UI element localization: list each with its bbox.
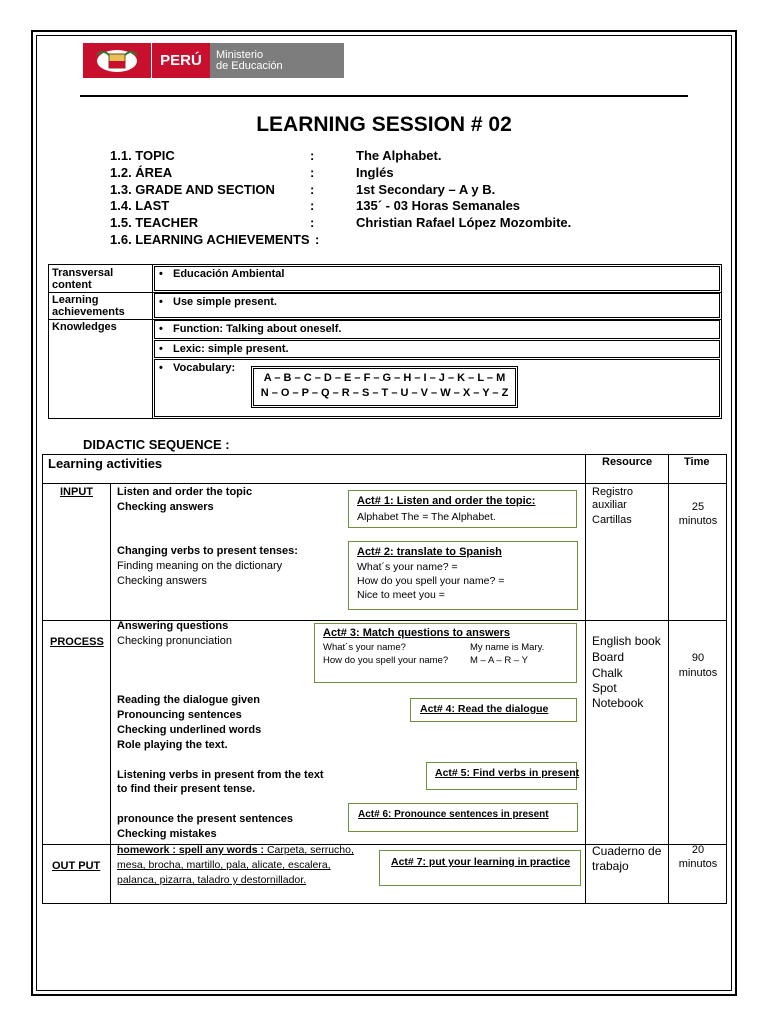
process-activity: pronounce the present sentences [117, 813, 294, 825]
transversal-label: Transversal content [52, 267, 114, 291]
input-label: INPUT [60, 486, 93, 498]
function-text: Function: Talking about oneself. [173, 323, 342, 335]
act2-line: Nice to meet you = [357, 589, 445, 601]
achievements-value: Use simple present. [173, 296, 277, 308]
info-colon: : [310, 181, 315, 197]
process-activity: Checking pronunciation [117, 635, 232, 647]
process-activity: Reading the dialogue given [117, 694, 261, 706]
bullet: • [159, 362, 163, 374]
info-label: 1.4. LAST [110, 198, 170, 214]
process-activity: Checking mistakes [117, 828, 217, 840]
ministry-logo [83, 43, 344, 78]
act2-title: Act# 2: translate to Spanish [357, 546, 502, 558]
homework-line-1 [117, 843, 354, 858]
info-label: 1.5. TEACHER [110, 215, 199, 231]
transversal-value: Educación Ambiental [173, 268, 285, 280]
input-resource: Cartillas [592, 514, 632, 526]
input-time: 25 [691, 501, 705, 513]
input-activity: Changing verbs to present tenses: [117, 545, 298, 557]
input-resource: auxiliar [592, 499, 627, 511]
process-activity: Role playing the text. [117, 739, 228, 751]
act2-box [348, 541, 578, 610]
act4-title: Act# 4: Read the dialogue [420, 703, 549, 715]
process-activity: Pronouncing sentences [117, 709, 242, 721]
logo-ministry-line2: de Educación [216, 60, 283, 72]
info-label: 1.6. LEARNING ACHIEVEMENTS [110, 231, 310, 247]
act6-box [348, 803, 578, 832]
lexic-text: Lexic: simple present. [173, 343, 289, 355]
input-activity: Checking answers [117, 575, 207, 587]
homework-prefix: homework : spell any words : [117, 844, 265, 856]
act6-title: Act# 6: Pronounce sentences in present [358, 809, 549, 820]
bullet: • [159, 323, 163, 335]
homework-line-3: palanca, pizarra, taladro y destornillador. [117, 874, 307, 886]
info-colon: : [310, 164, 315, 180]
input-activity: Listen and order the topic [117, 486, 253, 498]
act4-box [410, 698, 577, 722]
output-resource: trabajo [592, 859, 629, 873]
act5-box [426, 762, 580, 790]
info-colon: : [310, 148, 315, 163]
act2-line: How do you spell your name? = [357, 575, 505, 587]
act3-answer: My name is Mary. [470, 642, 545, 653]
sequence-rule [42, 483, 727, 484]
alphabet-box [251, 366, 518, 408]
info-value: 135´ - 03 Horas Semanales [356, 198, 521, 214]
content-table-divider [152, 264, 153, 419]
info-colon: : [315, 231, 320, 247]
process-resource: Notebook [592, 696, 644, 710]
process-label: PROCESS [50, 636, 104, 648]
header-divider [80, 95, 688, 97]
page-title: LEARNING SESSION # 02 [256, 113, 512, 136]
info-label: 1.3. GRADE AND SECTION [110, 181, 275, 197]
act3-question: How do you spell your name? [323, 655, 449, 666]
info-colon: : [310, 215, 315, 231]
output-time: 20 [691, 844, 705, 856]
input-resource: Registro [592, 486, 633, 498]
act3-title: Act# 3: Match questions to answers [323, 627, 511, 639]
coat-of-arms-icon [83, 43, 151, 78]
process-activity: to find their present tense. [117, 783, 256, 795]
alphabet-line-1: A – B – C – D – E – F – G – H – I – J – K – L – M [263, 372, 506, 384]
process-time: 90 [691, 652, 705, 664]
logo-ministry-line1: Ministerio [216, 49, 264, 61]
knowledges-label: Knowledges [52, 321, 117, 333]
info-label: 1.1. TOPIC [110, 148, 175, 163]
homework-line-2: mesa, brocha, martillo, pala, alicate, escalera, [117, 859, 331, 871]
process-resource: Board [592, 650, 625, 664]
process-resource: Spot [592, 681, 617, 695]
header-resource: Resource [602, 456, 653, 468]
output-label: OUT PUT [52, 860, 101, 872]
info-colon: : [310, 198, 315, 214]
input-activity: Finding meaning on the dictionary [117, 560, 283, 572]
output-time-unit: minutos [678, 858, 718, 870]
header-activities: Learning activities [48, 456, 163, 471]
alphabet-line-2: N – O – P – Q – R – S – T – U – V – W – X – Y – Z [260, 387, 509, 399]
input-activity: Checking answers [117, 501, 214, 513]
logo-ministry-text [210, 43, 344, 78]
info-label: 1.2. ÁREA [110, 164, 173, 180]
process-activity: Listening verbs in present from the text [117, 769, 324, 781]
act7-title: Act# 7: put your learning in practice [391, 856, 571, 868]
act1-title: Act# 1: Listen and order the topic: [357, 495, 536, 507]
achievements-label: Learning achievements [52, 294, 125, 318]
homework-words: Carpeta, serrucho, [264, 844, 354, 856]
header-time: Time [684, 456, 710, 468]
info-value: Christian Rafael López Mozombite. [356, 215, 572, 231]
sequence-divider [585, 454, 586, 904]
info-value: Inglés [356, 164, 394, 180]
output-resource: Cuaderno de [592, 844, 662, 858]
didactic-heading: DIDACTIC SEQUENCE : [83, 437, 230, 452]
info-value: 1st Secondary – A y B. [356, 181, 496, 197]
bullet: • [159, 296, 163, 308]
bullet: • [159, 268, 163, 280]
process-resource: English book [592, 634, 661, 648]
act1-line: Alphabet The = The Alphabet. [357, 511, 496, 523]
act3-question: What´s your name? [323, 642, 406, 653]
act3-box [314, 623, 577, 683]
process-activity: Checking underlined words [117, 724, 262, 736]
info-value: The Alphabet. [356, 148, 442, 163]
act2-line: What´s your name? = [357, 561, 458, 573]
act5-title: Act# 5: Find verbs in present [435, 767, 580, 779]
act3-answer: M – A – R – Y [470, 655, 528, 666]
bullet: • [159, 343, 163, 355]
act1-box [348, 490, 577, 528]
act7-box [379, 850, 581, 886]
vocabulary-label: Vocabulary: [173, 362, 236, 374]
process-time-unit: minutos [678, 667, 718, 679]
sequence-divider [110, 483, 111, 904]
input-time-unit: minutos [678, 515, 718, 527]
process-resource: Chalk [592, 666, 623, 680]
process-activity: Answering questions [117, 620, 229, 632]
logo-peru-text: PERÚ [151, 43, 210, 78]
